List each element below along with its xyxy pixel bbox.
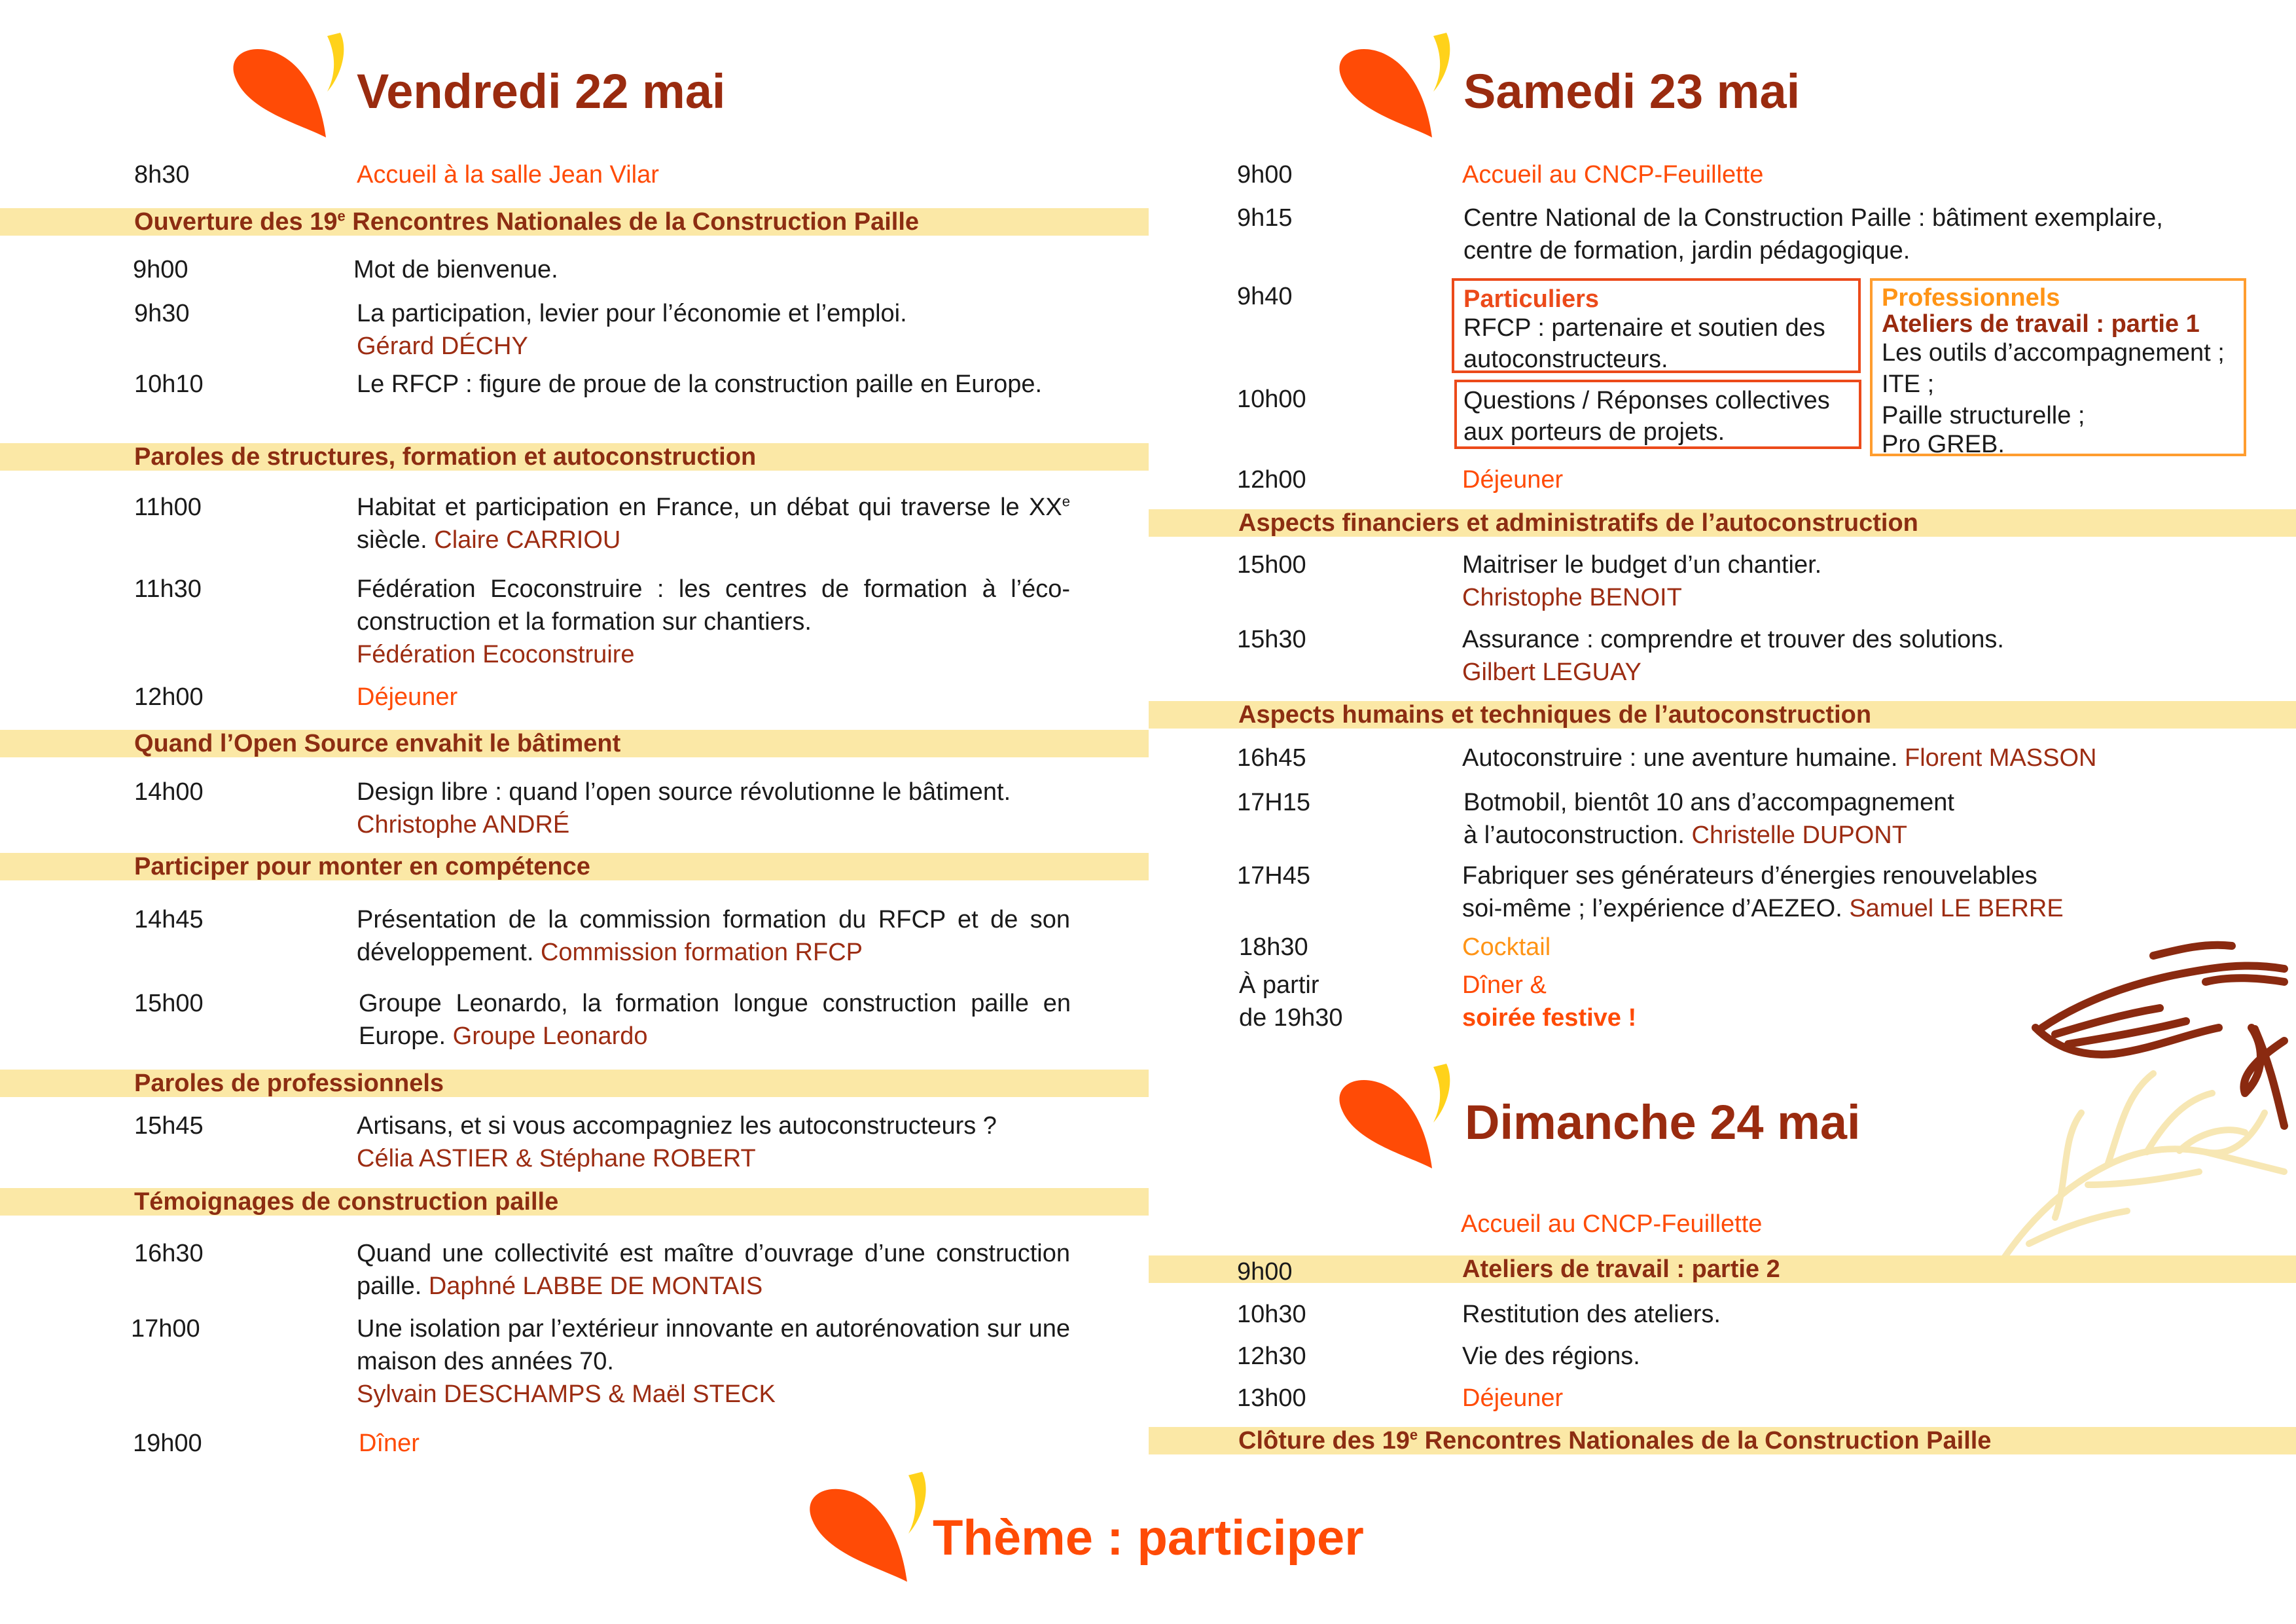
flame-icon <box>1329 1057 1460 1175</box>
schedule-text: Accueil au CNCP-Feuillette <box>1462 161 1764 189</box>
schedule-time: 9h15 <box>1237 204 1293 232</box>
section-title: Aspects financiers et administratifs de l’autoconstruction <box>1238 509 1918 537</box>
particuliers-box <box>1452 278 1861 373</box>
schedule-text: Vie des régions. <box>1462 1343 1640 1370</box>
schedule-time: 9h00 <box>1237 161 1293 189</box>
schedule-time: 9h40 <box>1237 283 1293 310</box>
schedule-text: Cocktail <box>1462 933 1551 961</box>
schedule-entry: Quand une collectivité est maître d’ouvrage d’une construction paille. Daphné LABBE DE MONTAIS <box>357 1240 1070 1300</box>
flame-icon <box>798 1463 936 1591</box>
friday-welcome-text: Accueil à la salle Jean Vilar <box>357 161 659 189</box>
schedule-time: 10h30 <box>1237 1301 1306 1328</box>
questions-box <box>1454 380 1861 449</box>
flame-icon <box>1329 26 1460 144</box>
schedule-text: Fédération Ecoconstruire : les centres de formation à l’éco-construction et la formation sur chantiers. <box>357 575 1070 636</box>
schedule-text: Déjeuner <box>1462 466 1564 494</box>
section-title: Paroles de professionnels <box>134 1070 444 1097</box>
schedule-entry: Groupe Leonardo, la formation longue construction paille en Europe. Groupe Leonardo <box>359 990 1071 1050</box>
professionnels-title: Professionnels <box>1882 284 2060 312</box>
friday-opening-title: Ouverture des 19e Rencontres Nationales de la Construction Paille <box>134 208 920 236</box>
schedule-time: 17H15 <box>1237 789 1310 816</box>
professionnels-line: Les outils d’accompagnement ; <box>1882 339 2225 367</box>
particuliers-title: Particuliers <box>1463 285 1599 313</box>
schedule-time: 15h30 <box>1237 626 1306 653</box>
schedule-text: Déjeuner <box>357 683 458 711</box>
section-title: Aspects humains et techniques de l’autoconstruction <box>1238 701 1872 729</box>
schedule-time: 15h00 <box>1237 551 1306 579</box>
schedule-time: À partir de 19h30 <box>1239 971 1343 1032</box>
schedule-time: 12h00 <box>1237 466 1306 494</box>
schedule-entry: Maitriser le budget d’un chantier. Christophe BENOIT <box>1462 551 1822 611</box>
schedule-time: 16h30 <box>134 1240 204 1267</box>
friday-welcome-time: 8h30 <box>134 161 190 189</box>
schedule-time: 9h30 <box>134 300 190 327</box>
schedule-text: Centre National de la Construction Paille : bâtiment exemplaire, centre de formation, jardin pédagogique. <box>1463 204 2163 264</box>
schedule-time: 12h30 <box>1237 1343 1306 1370</box>
schedule-time: 15h00 <box>134 990 204 1017</box>
schedule-time: 9h00 <box>1237 1258 1293 1286</box>
professionnels-line: Pro GREB. <box>1882 431 2005 458</box>
schedule-time: 10h00 <box>1237 386 1306 413</box>
schedule-text: Une isolation par l’extérieur innovante en autorénovation sur une maison des années 70. <box>357 1315 1070 1375</box>
schedule-entry: Design libre : quand l’open source révolutionne le bâtiment. Christophe ANDRÉ <box>357 778 1011 839</box>
schedule-time: 11h00 <box>134 494 202 521</box>
particuliers-text: RFCP : partenaire et soutien des autoconstructeurs. <box>1463 314 1825 373</box>
schedule-entry: Artisans, et si vous accompagniez les autoconstructeurs ? Célia ASTIER & Stéphane ROBERT <box>357 1112 997 1172</box>
schedule-time: 14h45 <box>134 906 204 933</box>
schedule-time: 17H45 <box>1237 862 1310 890</box>
schedule-speaker: Fédération Ecoconstruire <box>357 641 635 668</box>
schedule-time: 9h00 <box>133 256 188 283</box>
schedule-entry: Habitat et participation en France, un débat qui traverse le XXe siècle. Claire CARRIOU <box>357 493 1070 554</box>
professionnels-line: ITE ; <box>1882 370 1935 398</box>
schedule-time: 13h00 <box>1237 1384 1306 1412</box>
schedule-text: Accueil au CNCP-Feuillette <box>1461 1210 1763 1238</box>
schedule-entry: Présentation de la commission formation du RFCP et de son développement. Commission formation RFCP <box>357 906 1070 966</box>
schedule-text: Le RFCP : figure de proue de la construction paille en Europe. <box>357 370 1043 398</box>
schedule-entry: La participation, levier pour l’économie et l’emploi. Gérard DÉCHY <box>357 300 907 360</box>
schedule-text: Mot de bienvenue. <box>353 256 558 283</box>
flame-icon <box>223 26 353 144</box>
schedule-time: 16h45 <box>1237 744 1306 772</box>
schedule-entry: Autoconstruire : une aventure humaine. Florent MASSON <box>1462 744 2097 772</box>
theme-title: Thème : participer <box>933 1510 1364 1566</box>
schedule-time: 14h00 <box>134 778 204 806</box>
schedule-speaker: Sylvain DESCHAMPS & Maël STECK <box>357 1380 776 1408</box>
schedule-time: 15h45 <box>134 1112 204 1140</box>
section-title: Ateliers de travail : partie 2 <box>1462 1255 1780 1283</box>
schedule-text: Dîner <box>359 1430 420 1457</box>
closing-title: Clôture des 19e Rencontres Nationales de la Construction Paille <box>1238 1426 1992 1454</box>
friday-title: Vendredi 22 mai <box>357 64 726 118</box>
schedule-time: 10h10 <box>134 370 204 398</box>
questions-text: Questions / Réponses collectives aux porteurs de projets. <box>1463 387 1830 446</box>
schedule-time: 18h30 <box>1239 933 1308 961</box>
schedule-text: Restitution des ateliers. <box>1462 1301 1721 1328</box>
schedule-time: 12h00 <box>134 683 204 711</box>
schedule-time: 19h00 <box>133 1430 202 1457</box>
sunday-title: Dimanche 24 mai <box>1465 1095 1861 1149</box>
saturday-title: Samedi 23 mai <box>1463 64 1801 118</box>
hands-illustration <box>1957 877 2296 1283</box>
section-title: Paroles de structures, formation et autoconstruction <box>134 443 757 471</box>
professionnels-subtitle: Ateliers de travail : partie 1 <box>1882 310 2200 338</box>
schedule-time: 17h00 <box>131 1315 200 1343</box>
schedule-entry: Assurance : comprendre et trouver des solutions. Gilbert LEGUAY <box>1462 626 2004 686</box>
section-title: Participer pour monter en compétence <box>134 853 590 880</box>
schedule-time: 11h30 <box>134 575 202 603</box>
schedule-entry: Botmobil, bientôt 10 ans d’accompagnement à l’autoconstruction. Christelle DUPONT <box>1463 789 1954 849</box>
schedule-entry: Dîner & soirée festive ! <box>1462 971 1637 1032</box>
section-title: Témoignages de construction paille <box>134 1188 559 1216</box>
schedule-entry: Fabriquer ses générateurs d’énergies renouvelables soi-même ; l’expérience d’AEZEO. Samuel LE BERRE <box>1462 862 2064 922</box>
professionnels-line: Paille structurelle ; <box>1882 402 2085 429</box>
professionnels-box <box>1870 278 2246 456</box>
section-title: Quand l’Open Source envahit le bâtiment <box>134 730 621 757</box>
schedule-text: Déjeuner <box>1462 1384 1564 1412</box>
